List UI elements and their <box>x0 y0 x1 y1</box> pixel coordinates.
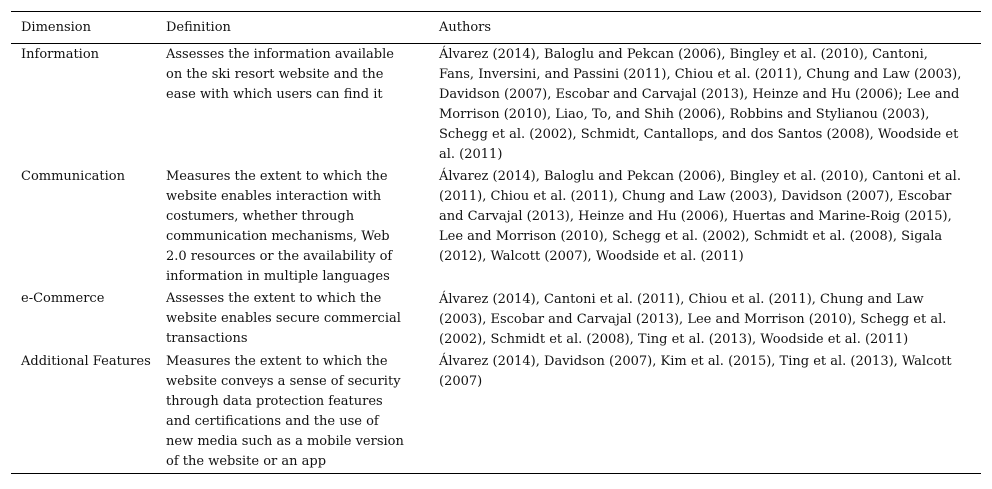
table-row-additional-features <box>11 351 981 474</box>
cell-definition: Measures the extent to which the website enables interaction with costumers, whether through communication mechanisms, Web 2.0 resources or the availability of information in multiple languages <box>166 169 393 284</box>
table-header <box>11 12 981 44</box>
table-row-e-commerce <box>11 288 981 351</box>
cell-dimension: Information <box>21 47 100 62</box>
header-definition: Definition <box>166 20 231 35</box>
cell-authors: Álvarez (2014), Cantoni et al. (2011), Chiou et al. (2011), Chung and Law (2003), Escobar and Carvajal (2013), Lee and Morrison (2010), Schegg et al. (2002), Schmidt et al. (2008), Ting et al. (2013), Woodside et al. (2011) <box>439 292 947 347</box>
dimensions-table-container <box>11 11 981 474</box>
cell-dimension: Additional Features <box>21 354 151 369</box>
table-row-communication <box>11 166 981 288</box>
header-dimension: Dimension <box>21 20 92 35</box>
header-authors: Authors <box>439 20 492 35</box>
cell-definition: Assesses the extent to which the website enables secure commercial transactions <box>166 291 401 346</box>
dimensions-table <box>11 11 981 474</box>
cell-dimension: Communication <box>21 169 125 184</box>
cell-authors: Álvarez (2014), Davidson (2007), Kim et al. (2015), Ting et al. (2013), Walcott (2007) <box>439 354 952 389</box>
cell-definition: Measures the extent to which the website conveys a sense of security through data protection features and certifications and the use of new media such as a mobile version of the website or an app <box>166 354 404 469</box>
table-row-information <box>11 44 981 167</box>
cell-authors: Álvarez (2014), Baloglu and Pekcan (2006), Bingley et al. (2010), Cantoni et al. (2011), Chiou et al. (2011), Chung and Law (2003), Davidson (2007), Escobar and Carvajal (2013), Heinze and Hu (2006), Huertas and Marine-Roig (2015), Lee and Morrison (2010), Schegg et al. (2002), Schmidt et al. (2008), Sigala (2012), Walcott (2007), Woodside et al. (2011) <box>439 169 961 264</box>
header-row <box>11 12 981 44</box>
cell-definition: Assesses the information available on the ski resort website and the ease with which users can find it <box>166 47 394 102</box>
cell-authors: Álvarez (2014), Baloglu and Pekcan (2006), Bingley et al. (2010), Cantoni, Fans, Inversini, and Passini (2011), Chiou et al. (2011), Chung and Law (2003), Davidson (2007), Escobar and Carvajal (2013), Heinze and Hu (2006); Lee and Morrison (2010), Liao, To, and Shih (2006), Robbins and Stylianou (2003), Schegg et al. (2002), Schmidt, Cantallops, and dos Santos (2008), Woodside et al. (2011) <box>439 47 962 162</box>
table-body <box>11 44 981 474</box>
cell-dimension: e-Commerce <box>21 291 105 306</box>
